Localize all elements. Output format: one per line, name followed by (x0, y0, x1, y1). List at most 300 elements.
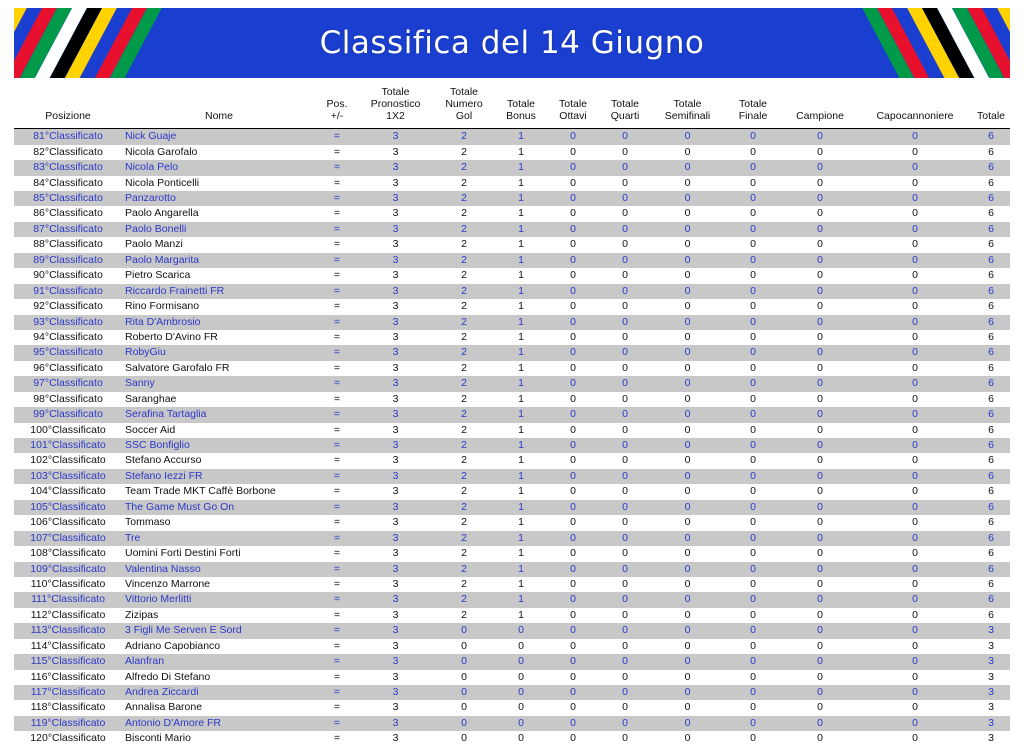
cell-totale: 6 (972, 191, 1010, 206)
cell-ottavi: 0 (547, 531, 599, 546)
cell-p1x2: 3 (358, 546, 433, 561)
cell-quarti: 0 (599, 268, 651, 283)
cell-bonus: 1 (495, 237, 547, 252)
column-header: Totale Ottavi (547, 84, 599, 129)
cell-campione: 0 (782, 716, 858, 731)
cell-finale: 0 (724, 330, 782, 345)
cell-nome: Saranghae (122, 392, 316, 407)
cell-ottavi: 0 (547, 145, 599, 160)
cell-semi: 0 (651, 253, 724, 268)
cell-pos: 118°Classificato (14, 700, 122, 715)
cell-semi: 0 (651, 222, 724, 237)
cell-delta: = (316, 469, 358, 484)
cell-campione: 0 (782, 284, 858, 299)
table-header-row (14, 84, 1010, 129)
cell-semi: 0 (651, 438, 724, 453)
cell-finale: 0 (724, 623, 782, 638)
cell-nome: Team Trade MKT Caffè Borbone (122, 484, 316, 499)
cell-pos: 95°Classificato (14, 345, 122, 360)
cell-finale: 0 (724, 484, 782, 499)
cell-finale: 0 (724, 160, 782, 175)
cell-totale: 6 (972, 423, 1010, 438)
cell-campione: 0 (782, 176, 858, 191)
cell-ottavi: 0 (547, 160, 599, 175)
cell-finale: 0 (724, 237, 782, 252)
cell-delta: = (316, 423, 358, 438)
cell-finale: 0 (724, 531, 782, 546)
cell-finale: 0 (724, 639, 782, 654)
cell-p1x2: 3 (358, 392, 433, 407)
cell-quarti: 0 (599, 546, 651, 561)
cell-bonus: 1 (495, 145, 547, 160)
table-row (14, 237, 1010, 252)
cell-pos: 87°Classificato (14, 222, 122, 237)
cell-nome: Tre (122, 531, 316, 546)
cell-capo: 0 (858, 500, 972, 515)
cell-nome: Zizipas (122, 608, 316, 623)
table-row (14, 407, 1010, 422)
standings-page (0, 8, 1024, 745)
cell-nome: Adriano Capobianco (122, 639, 316, 654)
cell-delta: = (316, 392, 358, 407)
cell-totale: 6 (972, 315, 1010, 330)
cell-gol: 2 (433, 562, 495, 577)
cell-finale: 0 (724, 670, 782, 685)
cell-totale: 3 (972, 685, 1010, 700)
cell-nome: Antonio D'Amore FR (122, 716, 316, 731)
cell-pos: 98°Classificato (14, 392, 122, 407)
cell-capo: 0 (858, 191, 972, 206)
cell-delta: = (316, 284, 358, 299)
cell-totale: 6 (972, 299, 1010, 314)
cell-totale: 3 (972, 716, 1010, 731)
cell-campione: 0 (782, 191, 858, 206)
cell-semi: 0 (651, 361, 724, 376)
cell-ottavi: 0 (547, 407, 599, 422)
cell-pos: 108°Classificato (14, 546, 122, 561)
cell-finale: 0 (724, 423, 782, 438)
cell-p1x2: 3 (358, 145, 433, 160)
cell-campione: 0 (782, 345, 858, 360)
cell-ottavi: 0 (547, 345, 599, 360)
cell-gol: 2 (433, 176, 495, 191)
cell-p1x2: 3 (358, 592, 433, 607)
cell-p1x2: 3 (358, 222, 433, 237)
cell-totale: 6 (972, 222, 1010, 237)
cell-delta: = (316, 160, 358, 175)
cell-gol: 2 (433, 345, 495, 360)
cell-semi: 0 (651, 546, 724, 561)
cell-gol: 2 (433, 423, 495, 438)
cell-delta: = (316, 700, 358, 715)
cell-ottavi: 0 (547, 500, 599, 515)
cell-delta: = (316, 330, 358, 345)
cell-nome: Stefano Accurso (122, 453, 316, 468)
cell-delta: = (316, 268, 358, 283)
table-row (14, 222, 1010, 237)
cell-quarti: 0 (599, 160, 651, 175)
cell-bonus: 1 (495, 361, 547, 376)
cell-semi: 0 (651, 315, 724, 330)
cell-quarti: 0 (599, 515, 651, 530)
cell-capo: 0 (858, 423, 972, 438)
table-row (14, 438, 1010, 453)
cell-capo: 0 (858, 562, 972, 577)
cell-p1x2: 3 (358, 531, 433, 546)
cell-p1x2: 3 (358, 176, 433, 191)
cell-semi: 0 (651, 330, 724, 345)
cell-finale: 0 (724, 469, 782, 484)
cell-capo: 0 (858, 145, 972, 160)
cell-campione: 0 (782, 531, 858, 546)
cell-quarti: 0 (599, 639, 651, 654)
cell-pos: 119°Classificato (14, 716, 122, 731)
cell-p1x2: 3 (358, 361, 433, 376)
cell-nome: Uomini Forti Destini Forti (122, 546, 316, 561)
cell-gol: 2 (433, 299, 495, 314)
cell-gol: 2 (433, 515, 495, 530)
cell-semi: 0 (651, 623, 724, 638)
cell-quarti: 0 (599, 685, 651, 700)
cell-pos: 91°Classificato (14, 284, 122, 299)
cell-finale: 0 (724, 145, 782, 160)
table-row (14, 392, 1010, 407)
column-header: Capocannoniere (858, 84, 972, 129)
table-row (14, 577, 1010, 592)
cell-capo: 0 (858, 237, 972, 252)
cell-delta: = (316, 577, 358, 592)
cell-ottavi: 0 (547, 361, 599, 376)
cell-semi: 0 (651, 423, 724, 438)
cell-totale: 3 (972, 623, 1010, 638)
table-row (14, 670, 1010, 685)
cell-semi: 0 (651, 268, 724, 283)
cell-gol: 2 (433, 330, 495, 345)
cell-nome: Sanny (122, 376, 316, 391)
table-header (14, 84, 1010, 129)
cell-capo: 0 (858, 670, 972, 685)
cell-delta: = (316, 654, 358, 669)
cell-gol: 2 (433, 129, 495, 145)
cell-totale: 3 (972, 731, 1010, 746)
cell-quarti: 0 (599, 438, 651, 453)
cell-pos: 111°Classificato (14, 592, 122, 607)
cell-quarti: 0 (599, 500, 651, 515)
cell-quarti: 0 (599, 716, 651, 731)
cell-capo: 0 (858, 484, 972, 499)
cell-bonus: 0 (495, 700, 547, 715)
cell-p1x2: 3 (358, 330, 433, 345)
cell-bonus: 1 (495, 546, 547, 561)
cell-quarti: 0 (599, 392, 651, 407)
cell-campione: 0 (782, 315, 858, 330)
cell-nome: Nick Guaje (122, 129, 316, 145)
cell-semi: 0 (651, 577, 724, 592)
cell-p1x2: 3 (358, 315, 433, 330)
cell-nome: Roberto D'Avino FR (122, 330, 316, 345)
cell-quarti: 0 (599, 206, 651, 221)
cell-quarti: 0 (599, 531, 651, 546)
cell-finale: 0 (724, 299, 782, 314)
cell-delta: = (316, 345, 358, 360)
cell-delta: = (316, 438, 358, 453)
cell-pos: 104°Classificato (14, 484, 122, 499)
cell-p1x2: 3 (358, 453, 433, 468)
cell-quarti: 0 (599, 176, 651, 191)
cell-delta: = (316, 315, 358, 330)
cell-p1x2: 3 (358, 284, 433, 299)
cell-nome: Alanfran (122, 654, 316, 669)
cell-nome: Annalisa Barone (122, 700, 316, 715)
cell-semi: 0 (651, 237, 724, 252)
cell-ottavi: 0 (547, 670, 599, 685)
cell-nome: Panzarotto (122, 191, 316, 206)
cell-finale: 0 (724, 129, 782, 145)
cell-bonus: 1 (495, 160, 547, 175)
cell-p1x2: 3 (358, 562, 433, 577)
cell-capo: 0 (858, 700, 972, 715)
cell-gol: 2 (433, 500, 495, 515)
cell-delta: = (316, 562, 358, 577)
cell-quarti: 0 (599, 423, 651, 438)
cell-pos: 102°Classificato (14, 453, 122, 468)
cell-gol: 2 (433, 376, 495, 391)
cell-campione: 0 (782, 623, 858, 638)
cell-quarti: 0 (599, 670, 651, 685)
cell-p1x2: 3 (358, 654, 433, 669)
cell-semi: 0 (651, 700, 724, 715)
cell-delta: = (316, 608, 358, 623)
cell-pos: 99°Classificato (14, 407, 122, 422)
cell-semi: 0 (651, 731, 724, 746)
cell-semi: 0 (651, 592, 724, 607)
cell-totale: 6 (972, 407, 1010, 422)
cell-quarti: 0 (599, 577, 651, 592)
cell-quarti: 0 (599, 731, 651, 746)
cell-nome: Nicola Pelo (122, 160, 316, 175)
cell-finale: 0 (724, 577, 782, 592)
column-header: Totale Numero Gol (433, 84, 495, 129)
cell-totale: 6 (972, 608, 1010, 623)
cell-gol: 2 (433, 253, 495, 268)
cell-p1x2: 3 (358, 253, 433, 268)
cell-totale: 6 (972, 330, 1010, 345)
cell-bonus: 1 (495, 592, 547, 607)
cell-capo: 0 (858, 268, 972, 283)
table-row (14, 500, 1010, 515)
cell-nome: Paolo Manzi (122, 237, 316, 252)
cell-pos: 90°Classificato (14, 268, 122, 283)
cell-p1x2: 3 (358, 438, 433, 453)
cell-bonus: 0 (495, 716, 547, 731)
cell-pos: 120°Classificato (14, 731, 122, 746)
cell-gol: 2 (433, 361, 495, 376)
standings-table-wrap (14, 84, 1010, 747)
cell-totale: 3 (972, 654, 1010, 669)
table-row (14, 191, 1010, 206)
cell-bonus: 1 (495, 330, 547, 345)
cell-p1x2: 3 (358, 206, 433, 221)
cell-gol: 0 (433, 639, 495, 654)
cell-gol: 2 (433, 315, 495, 330)
cell-p1x2: 3 (358, 700, 433, 715)
cell-delta: = (316, 222, 358, 237)
cell-nome: Valentina Nasso (122, 562, 316, 577)
cell-ottavi: 0 (547, 299, 599, 314)
column-header: Campione (782, 84, 858, 129)
cell-capo: 0 (858, 608, 972, 623)
table-row (14, 639, 1010, 654)
cell-bonus: 1 (495, 376, 547, 391)
cell-totale: 6 (972, 253, 1010, 268)
cell-finale: 0 (724, 700, 782, 715)
cell-quarti: 0 (599, 237, 651, 252)
cell-nome: Rita D'Ambrosio (122, 315, 316, 330)
cell-gol: 2 (433, 145, 495, 160)
table-row (14, 700, 1010, 715)
cell-campione: 0 (782, 500, 858, 515)
table-row (14, 685, 1010, 700)
cell-ottavi: 0 (547, 700, 599, 715)
cell-campione: 0 (782, 685, 858, 700)
table-row (14, 453, 1010, 468)
cell-nome: Rino Formisano (122, 299, 316, 314)
cell-capo: 0 (858, 654, 972, 669)
cell-finale: 0 (724, 222, 782, 237)
cell-capo: 0 (858, 330, 972, 345)
cell-delta: = (316, 206, 358, 221)
cell-ottavi: 0 (547, 608, 599, 623)
cell-semi: 0 (651, 562, 724, 577)
cell-delta: = (316, 453, 358, 468)
cell-pos: 107°Classificato (14, 531, 122, 546)
table-row (14, 592, 1010, 607)
cell-quarti: 0 (599, 253, 651, 268)
cell-semi: 0 (651, 531, 724, 546)
cell-finale: 0 (724, 176, 782, 191)
cell-ottavi: 0 (547, 639, 599, 654)
cell-capo: 0 (858, 639, 972, 654)
cell-delta: = (316, 176, 358, 191)
cell-totale: 6 (972, 392, 1010, 407)
table-row (14, 315, 1010, 330)
cell-gol: 2 (433, 531, 495, 546)
cell-pos: 96°Classificato (14, 361, 122, 376)
cell-pos: 85°Classificato (14, 191, 122, 206)
cell-finale: 0 (724, 438, 782, 453)
table-row (14, 376, 1010, 391)
cell-semi: 0 (651, 453, 724, 468)
cell-delta: = (316, 716, 358, 731)
cell-campione: 0 (782, 145, 858, 160)
column-header: Pos. +/- (316, 84, 358, 129)
cell-ottavi: 0 (547, 376, 599, 391)
cell-delta: = (316, 546, 358, 561)
cell-campione: 0 (782, 484, 858, 499)
cell-finale: 0 (724, 515, 782, 530)
table-row (14, 160, 1010, 175)
cell-gol: 2 (433, 407, 495, 422)
cell-nome: Serafina Tartaglia (122, 407, 316, 422)
cell-gol: 2 (433, 284, 495, 299)
cell-capo: 0 (858, 685, 972, 700)
cell-quarti: 0 (599, 376, 651, 391)
cell-ottavi: 0 (547, 253, 599, 268)
cell-ottavi: 0 (547, 716, 599, 731)
table-row (14, 515, 1010, 530)
column-header: Totale Bonus (495, 84, 547, 129)
cell-finale: 0 (724, 268, 782, 283)
cell-bonus: 1 (495, 392, 547, 407)
table-row (14, 145, 1010, 160)
cell-ottavi: 0 (547, 562, 599, 577)
cell-nome: Vittorio Merlitti (122, 592, 316, 607)
cell-campione: 0 (782, 562, 858, 577)
cell-pos: 112°Classificato (14, 608, 122, 623)
cell-nome: RobyGiu (122, 345, 316, 360)
table-row (14, 654, 1010, 669)
cell-campione: 0 (782, 129, 858, 145)
table-row (14, 284, 1010, 299)
table-row (14, 129, 1010, 145)
cell-pos: 100°Classificato (14, 423, 122, 438)
cell-gol: 0 (433, 670, 495, 685)
cell-finale: 0 (724, 392, 782, 407)
cell-pos: 83°Classificato (14, 160, 122, 175)
cell-delta: = (316, 191, 358, 206)
cell-campione: 0 (782, 469, 858, 484)
cell-nome: Andrea Ziccardi (122, 685, 316, 700)
cell-capo: 0 (858, 160, 972, 175)
cell-semi: 0 (651, 685, 724, 700)
cell-p1x2: 3 (358, 345, 433, 360)
cell-ottavi: 0 (547, 469, 599, 484)
header-banner (14, 8, 1010, 78)
cell-bonus: 0 (495, 685, 547, 700)
cell-finale: 0 (724, 562, 782, 577)
cell-campione: 0 (782, 515, 858, 530)
cell-p1x2: 3 (358, 407, 433, 422)
cell-campione: 0 (782, 330, 858, 345)
cell-quarti: 0 (599, 345, 651, 360)
cell-pos: 109°Classificato (14, 562, 122, 577)
cell-delta: = (316, 623, 358, 638)
cell-pos: 115°Classificato (14, 654, 122, 669)
cell-pos: 88°Classificato (14, 237, 122, 252)
cell-nome: Paolo Angarella (122, 206, 316, 221)
cell-ottavi: 0 (547, 176, 599, 191)
cell-totale: 3 (972, 700, 1010, 715)
table-row (14, 253, 1010, 268)
cell-finale: 0 (724, 191, 782, 206)
cell-finale: 0 (724, 284, 782, 299)
cell-nome: SSC Bonfiglio (122, 438, 316, 453)
cell-semi: 0 (651, 639, 724, 654)
cell-quarti: 0 (599, 315, 651, 330)
cell-gol: 2 (433, 191, 495, 206)
cell-semi: 0 (651, 392, 724, 407)
cell-gol: 2 (433, 268, 495, 283)
cell-gol: 2 (433, 438, 495, 453)
cell-quarti: 0 (599, 453, 651, 468)
cell-p1x2: 3 (358, 639, 433, 654)
cell-finale: 0 (724, 654, 782, 669)
column-header: Posizione (14, 84, 122, 129)
cell-pos: 92°Classificato (14, 299, 122, 314)
cell-campione: 0 (782, 222, 858, 237)
cell-bonus: 1 (495, 608, 547, 623)
cell-capo: 0 (858, 222, 972, 237)
